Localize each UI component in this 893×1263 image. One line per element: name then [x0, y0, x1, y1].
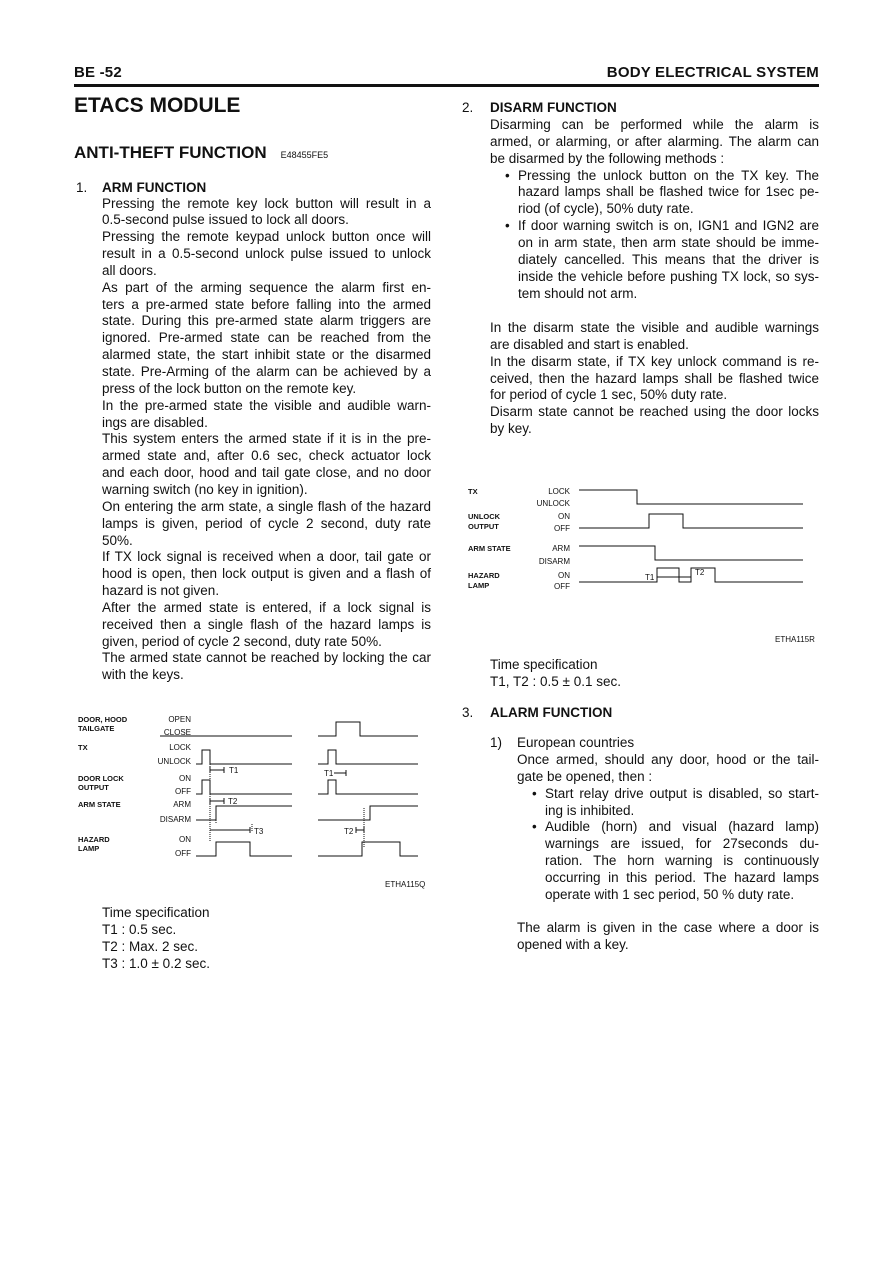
arm-text-line: Pressing the remote key lock button will result in a: [102, 195, 431, 211]
bullet-dot: •: [505, 218, 510, 234]
arm-text-line: alarmed state, the start inhibit state or the disarmed: [102, 347, 431, 363]
t1-label: T1: [645, 573, 655, 582]
arm-text-line: all doors.: [102, 262, 157, 278]
signal-high-state: ARM: [552, 544, 570, 553]
disarm-timing-diagram: [465, 482, 821, 648]
signal-name: DOOR LOCK: [78, 774, 124, 783]
alarm-heading: ALARM FUNCTION: [490, 705, 613, 720]
disarm-body-line: In the disarm state the visible and audible warnings: [490, 320, 819, 335]
door-hood-waveform: [160, 722, 418, 736]
t2-label: T2: [695, 568, 705, 577]
arm-timing-diagram: [74, 712, 434, 894]
tx-waveform: [196, 750, 418, 764]
unlock-output-waveform: [579, 514, 803, 528]
arm-text-line: lamps is given, period of cycle 2 second, duty rate: [102, 515, 431, 531]
signal-high-state: ON: [558, 512, 570, 521]
disarm-bullet-line: Pressing the unlock button on the TX key. The: [518, 167, 819, 183]
disarm-body-line: In the disarm state, if TX key unlock command is re-: [490, 353, 819, 369]
signal-high-state: OPEN: [168, 715, 191, 724]
alarm-closing-line: opened with a key.: [517, 936, 629, 952]
figure-ref: ETHA115Q: [385, 880, 426, 889]
arm-text-line: In the pre-armed state the visible and audible warn-: [102, 397, 431, 413]
signal-name: TX: [468, 487, 478, 496]
arm-time-spec-item: T3 : 1.0 ± 0.2 sec.: [102, 955, 210, 971]
arm-text-line: ters a pre-armed state before falling into the armed: [102, 296, 431, 312]
arm-text-line: with the keys.: [102, 667, 184, 683]
signal-low-state: DISARM: [538, 557, 570, 566]
arm-heading: ARM FUNCTION: [102, 180, 207, 195]
alarm-intro-line: gate be opened, then :: [517, 768, 653, 784]
alarm-intro-line: Once armed, should any door, hood or the tail-: [517, 752, 819, 767]
disarm-number: 2.: [462, 100, 474, 115]
disarm-intro-line: Disarming can be performed while the alarm is: [490, 117, 819, 132]
arm-text-line: result in a 0.5-second unlock pulse issued to unlock: [102, 246, 431, 262]
disarm-time-spec-item: T1, T2 : 0.5 ± 0.1 sec.: [490, 674, 621, 689]
signal-name: TX: [78, 743, 88, 752]
signal-name: OUTPUT: [468, 522, 499, 531]
signal-name: OUTPUT: [78, 783, 109, 792]
arm-text-line: On entering the arm state, a single flash of the hazard: [102, 498, 431, 514]
figure-ref: ETHA115R: [775, 635, 815, 644]
alarm-bullet-line: ration. The horn warning is continuously: [545, 853, 819, 869]
disarm-bullet-line: hazard lamps shall be flashed twice for 1sec pe-: [518, 184, 819, 200]
signal-low-state: UNLOCK: [157, 757, 191, 766]
disarm-bullet-line: tem should not arm.: [518, 285, 638, 301]
alarm-bullet-line: ing is inhibited.: [545, 802, 635, 818]
signal-low-state: DISARM: [159, 815, 191, 824]
arm-text-line: hood is open, then lock output is given and a flash of: [102, 566, 431, 582]
arm-text-line: received then a single flash of the hazard lamps is: [102, 616, 431, 632]
arm-text-line: If TX lock signal is received when a door, tail gate or: [102, 549, 431, 565]
door-lock-output-waveform: [196, 780, 418, 794]
arm-number: 1.: [76, 180, 88, 195]
header-rule: [74, 84, 819, 87]
disarm-body-line: by key.: [490, 421, 532, 437]
alarm-bullet-line: Start relay drive output is disabled, so start-: [545, 785, 819, 801]
arm-text-line: press of the lock button on the remote key.: [102, 380, 357, 396]
signal-name: ARM STATE: [78, 800, 121, 809]
signal-name: DOOR, HOOD: [78, 715, 128, 724]
t1-right-span: [334, 770, 346, 776]
t2-right-label: T2: [344, 827, 354, 836]
signal-name: TAILGATE: [78, 724, 115, 733]
arm-text-line: and each door, hood and tail gate close, and no door: [102, 465, 431, 481]
signal-name: HAZARD: [468, 571, 500, 580]
page-title: ETACS MODULE: [74, 94, 241, 117]
arm-text-line: given, period of cycle 2 second, duty rate 50%.: [102, 633, 382, 649]
bullet-dot: •: [532, 785, 537, 801]
arm-text-line: Pressing the remote keypad unlock button once will: [102, 229, 431, 245]
alarm-bullet-line: occurring in this period. The hazard lamps: [545, 869, 819, 885]
arm-state-waveform: [196, 806, 418, 820]
t2-right-span: [356, 827, 364, 833]
signal-high-state: ON: [179, 835, 191, 844]
signal-name: LAMP: [468, 581, 490, 590]
signal-low-state: OFF: [175, 849, 191, 858]
signal-high-state: ARM: [173, 800, 191, 809]
arm-time-spec-item: T1 : 0.5 sec.: [102, 922, 177, 937]
disarm-intro-line: be disarmed by the following methods :: [490, 150, 725, 166]
page-label: BE -52: [74, 64, 122, 81]
alarm-closing-line: The alarm is given in the case where a door is: [517, 920, 819, 935]
signal-name: ARM STATE: [468, 544, 511, 553]
arm-text-line: armed state and, after 0.6 sec, check actuator lock: [102, 448, 431, 464]
disarm-bullet-line: on in arm state, then arm state should be imme-: [518, 234, 819, 250]
signal-low-state: OFF: [554, 582, 570, 591]
signal-high-state: LOCK: [169, 743, 191, 752]
signal-low-state: OFF: [554, 524, 570, 533]
disarm-bullet-line: inside the vehicle before pushing TX lock, so sys-: [518, 268, 819, 284]
arm-text-line: warning switch (no key in ignition).: [102, 481, 308, 497]
arm-text-line: This system enters the armed state if it is in the pre-: [102, 431, 431, 447]
arm-text-line: ignored. Pre-armed state can be reached from the: [102, 330, 431, 346]
arm-text-line: After the armed state is entered, if a lock signal is: [102, 599, 431, 615]
arm-state-waveform: [579, 546, 803, 560]
disarm-bullet-line: If door warning switch is on, IGN1 and IGN2 are: [518, 218, 819, 234]
signal-high-state: ON: [179, 774, 191, 783]
hazard-lamp-waveform: [196, 842, 418, 856]
section-subtitle: [74, 143, 328, 163]
bullet-dot: •: [505, 167, 510, 183]
signal-high-state: LOCK: [548, 487, 570, 496]
subtitle-text: ANTI-THEFT FUNCTION: [74, 143, 267, 162]
signal-name: LAMP: [78, 844, 100, 853]
arm-text-line: ings are disabled.: [102, 414, 208, 430]
arm-text-line: 50%.: [102, 532, 133, 548]
alarm-number: 3.: [462, 705, 474, 720]
alarm-bullet-line: warnings are issued, for 27seconds du-: [545, 836, 819, 852]
signal-name: HAZARD: [78, 835, 110, 844]
t3-label: T3: [254, 827, 264, 836]
t-span: [657, 574, 691, 580]
t1-label: T1: [229, 766, 239, 775]
disarm-bullet-line: diately cancelled. This means that the driver is: [518, 251, 819, 267]
signal-name: UNLOCK: [468, 512, 501, 521]
arm-text-line: The armed state cannot be reached by locking the car: [102, 650, 431, 666]
bullet-dot: •: [532, 819, 537, 835]
arm-time-spec-item: T2 : Max. 2 sec.: [102, 938, 199, 954]
disarm-body-line: are disabled and start is enabled.: [490, 336, 689, 352]
t3-span: [210, 827, 250, 833]
disarm-heading: DISARM FUNCTION: [490, 100, 617, 115]
arm-text-line: state. During this pre-armed state alarm triggers are: [102, 313, 431, 329]
section-title: BODY ELECTRICAL SYSTEM: [606, 64, 819, 81]
arm-text-line: state. Pre-Arming of the alarm can be achieved by a: [102, 364, 431, 379]
signal-low-state: CLOSE: [163, 728, 191, 737]
disarm-body-line: ceived, then the hazard lamps shall be flashed twice: [490, 370, 819, 386]
section-code: E48455FE5: [280, 150, 329, 160]
t1-right-label: T1: [324, 769, 334, 778]
arm-text-line: 0.5-second pulse issued to lock all doors.: [102, 212, 349, 228]
signal-low-state: OFF: [175, 787, 191, 796]
t1-span: [210, 767, 224, 773]
alarm-sub-heading: European countries: [517, 735, 635, 750]
alarm-bullet-line: operate with 1 sec period, 50 % duty rate.: [545, 886, 795, 902]
disarm-bullet-line: riod (of cycle), 50% duty rate.: [518, 201, 694, 217]
disarm-body-line: Disarm state cannot be reached using the door locks: [490, 404, 819, 420]
tx-waveform: [579, 490, 803, 504]
arm-time-spec-title: Time specification: [102, 905, 210, 920]
disarm-intro-line: armed, or alarming, or after alarming. The alarm can: [490, 133, 819, 149]
disarm-body-line: for period of cycle 1 sec, 50% duty rate.: [490, 387, 728, 403]
signal-high-state: ON: [558, 571, 570, 580]
disarm-time-spec-title: Time specification: [490, 657, 598, 672]
arm-text-line: As part of the arming sequence the alarm first en-: [102, 279, 431, 295]
alarm-sub-number: 1): [490, 735, 503, 750]
arm-text-line: hazard is not given.: [102, 583, 220, 599]
alarm-bullet-line: Audible (horn) and visual (hazard lamp): [545, 819, 819, 835]
t2-span: [210, 798, 224, 804]
t2-label: T2: [228, 797, 238, 806]
signal-low-state: UNLOCK: [536, 499, 570, 508]
